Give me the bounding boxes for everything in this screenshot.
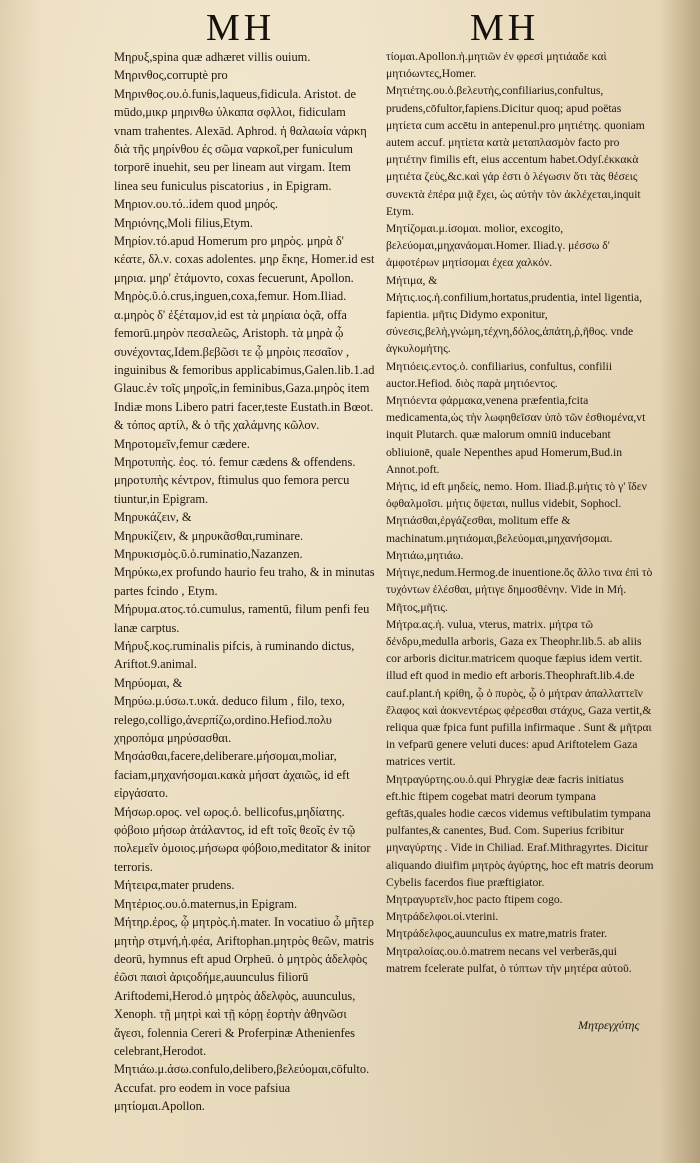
dictionary-entry: Μηρύομαι, & bbox=[114, 675, 183, 690]
dictionary-entry: Μηροτυπὴς. ἐος. τό. femur cædens & offendens. μηροτυπὴς κέντρον, ftimulus quo femora percu tiuntur,in Epigram. bbox=[114, 454, 356, 506]
dictionary-entry: Μητίζομαι.μ.ίσομαι. molior, excogito, βελεύομαι,μηχανάομαι.Homer. Iliad.γ. μέσσω δ' ἀμφοτέρων μητίσομαι ἐχεα χαλκόν. bbox=[386, 222, 610, 270]
dictionary-entry: Μητιόεις.εντος.ὁ. confiliarius, confultus, confilii auctor.Hefiod. διὸς παρὰ μητιόεντος. bbox=[386, 359, 613, 390]
dictionary-entry: Μητιάω,μητιάω. bbox=[386, 548, 464, 562]
dictionary-entry: Μητέριος.ου.ὁ.maternus,in Epigram. bbox=[114, 896, 298, 911]
dictionary-entry: Μηρύκω,ex profundo haurio feu traho, & in minutas partes fcindo , Etym. bbox=[114, 565, 375, 598]
dictionary-entry: τίομαι.Apollon.ἡ.μητιῶν ἐν φρεσὶ μητιάαδε καὶ μητιόωντες,Homer. bbox=[386, 50, 607, 81]
dictionary-entry: Μῆτος,μῆτις. bbox=[386, 600, 448, 614]
dictionary-entry: Μησάσθαι,facere,deliberare.μήσομαι,moliar, faciam,μηχανήσομαι.κακὰ μήσατ ἀχαιῶς, id eft εἰργάσατο. bbox=[114, 749, 350, 801]
dictionary-entry: Μητιέτης.ου.ὁ.βελευτὴς,confiliarius,confultus, prudens,cōfultor,fapiens.Dicitur quoq; apud poëtas μητίετα cum accētu in antepenul.pro μητιέτης. quoniam autem accuf. μητίετα κατὰ μεταπλασμὸν facto pro μητιέτην fimilis eft, eius accentum habet.Odyſ.ἐκκακὰ μητιέτα ζεὺς,&c.καὶ γάρ ἐστι ὁ λέγωσιν ὅτι τὰς θέσεις συνεκτὰ ἐπέρα μιᾷ ἔχει, ὡς αὐτὴν τὸν ἀκλέχεται,inquit Etym. bbox=[386, 84, 645, 218]
dictionary-entry: Μηριον.ου.τό..idem quod μηρός. bbox=[114, 197, 278, 212]
dictionary-entry: Μητραγυρτεῖν,hoc pacto ftipem cogo. bbox=[386, 892, 563, 906]
dictionary-entry: Μηρινθος,corruptè pro bbox=[114, 68, 228, 83]
dictionary-entry: Μήσωρ.ορος. vel ωρος.ὁ. bellicofus,μηδίατης. φόβοιο μήσωρ ἀτάλαντος, id eft τοῖς θεοῖς ἐν τῷ πολεμεῖν ὁμοιος.μήσωρα φόβοιο,meditator & initor terroris. bbox=[114, 804, 371, 874]
dictionary-entry: Μηροτομεῖν,femur cædere. bbox=[114, 436, 250, 451]
running-head-left: MH bbox=[206, 7, 276, 49]
dictionary-entry: Μηρυκισμὸς.ῦ.ὁ.ruminatio,Nazanzen. bbox=[114, 546, 303, 561]
dictionary-entry: Μήτειρα,mater prudens. bbox=[114, 878, 235, 893]
dictionary-entry: Μηρίον.τό.apud Homerum pro μηρὸς. μηρὰ δ' κέατε, δλ.ν. coxas adolentes. μηρ ἔκηε, Homer.id est μηρια. μηρ' ἐτάμοντο, coxas fecuerunt, Apollon. bbox=[114, 234, 375, 285]
dictionary-entry: Μηριόνης,Moli filius,Etym. bbox=[114, 215, 254, 230]
dictionary-entry: Μηρυξ,spina quæ adhæret villis ouium. bbox=[114, 50, 311, 64]
dictionary-entry: Μηρυκίζειν, & μηρυκᾶσθαι,ruminare. bbox=[114, 528, 304, 543]
running-head-right: MH bbox=[470, 7, 540, 49]
dictionary-entry: Μηρύω.μ.ύσω.τ.υκά. deduco filum , filo, texo, relego,colligo,ἀνερπίζω,ordino.Hefiod.πολυ χηροπόμα μηρύσασθαι. bbox=[114, 694, 345, 746]
dictionary-entry: Μήτιμα, & bbox=[386, 273, 438, 287]
dictionary-entry: Μητράδελφοι.οἱ.vterini. bbox=[386, 910, 499, 924]
catchword: Μητρεγχύτης bbox=[578, 1018, 640, 1032]
gutter-shadow bbox=[660, 0, 700, 1163]
dictionary-entry: Μητράδελφος,auunculus ex matre,matris frater. bbox=[386, 927, 608, 941]
dictionary-entry: Μητραγύρτης.ου.ὁ.qui Phrygiæ deæ facris initiatus eft.hic ftipem cogebat matri deorum tympana geftās,quales hodie cæcos videmus veftibulatim tympana pulfantes,& canentes, Bud. Com. Superius fcribitur μηναγύρτης . Vide in Chiliad. Eraf.Mithragyrtes. Dicitur aliquando diuifim μητρὸς ἀγύρτης, hoc eft matris deorum Cybelis facerdos fiue præftigiator. bbox=[386, 772, 654, 889]
dictionary-entry: Μητιόεντα φάρμακα,venena præfentia,fcita medicamenta,ὡς τὴν λωφηθεῖσαν ὑπὸ τῶν ἐσθιομένα,vt inquit Plutarch. quæ malorum omniū inducebant obliuionē, quale Nepenthes apud Homerum,Bud.in Annot.poft. bbox=[386, 394, 646, 476]
dictionary-entry: Μήτρα.ας.ἡ. vulua, vterus, matrix. μήτρα τῶ δένδρυ,medulla arboris, Gaza ex Theophr.lib.5. ab aliis cor arboris dicitur.matricem quoque fæpius idem vertit. illud eft quod in medio eft arboris.Theophraft.lib.4.de cauf.plant.ἡ κρίθη, ᾧ ὁ πυρὸς, ᾧ ὁ μήτραν ἀπαλλαττεῖν ἔλαφος καὶ ἀοκνεντέρως φέρεσθαι στάχυς, Gaza vertit,& reliqua quæ fpica funt pufilla infirmaque . Sunt & μῆτραι in vefparū genere veluti duces: apud Ariftotelem Gaza matrices vertit. bbox=[386, 617, 652, 769]
dictionary-entry: Μήρυξ.κος.ruminalis pifcis, à ruminando dictus, Ariftot.9.animal. bbox=[114, 639, 355, 672]
dictionary-entry: Μήτιγε,nedum.Hermog.de inuentione.ὅς ἄλλο τινα ἐπὶ τὸ τυχόντων ἑλέσθαι, μήτιγε δημοσθένην. Vide in Μή. bbox=[386, 566, 653, 597]
left-column bbox=[114, 48, 376, 1116]
dictionary-entry: Μητιάω.μ.άσω.confulo,delibero,βελεύομαι,cōfulto.Accufat. pro eodem in voce pafsiua μητίομαι.Apollon. bbox=[114, 1062, 370, 1114]
dictionary-entry: Μήτις.ιος.ἡ.confilium,hortatus,prudentia, intel ligentia, fapientia. μῆτις Didymo exponitur, σύνεσις,βελὴ,γνώμη,τέχνη,δόλος,ἀπάτη,ῥ,ῆθος. vnde ἀγκυλομήτης. bbox=[386, 290, 642, 356]
dictionary-entry: Μητιάσθαι,ἐργάζεσθαι, molitum effe & machinatum.μητιάομαι,βελεύομαι,μηχανήσομαι. bbox=[386, 514, 613, 545]
dictionary-entry: Μητραλοίας.ου.ὁ.matrem necans vel verberās,qui matrem fcelerate pulfat, ὁ τύπτων τὴν μητέρα αὐτοῦ. bbox=[386, 944, 632, 975]
dictionary-entry: Μήτις, id eft μηδείς, nemo. Hom. Iliad.β.μήτις τὸ γ' ἴδεν ὀφθαλμοῖσι. μήτις ὄψεται, nullus videbit, Sophocl. bbox=[386, 480, 647, 511]
dictionary-entry: Μήτηρ.ἐρος, ᾧ μητρὸς.ἡ.mater. In vocatiuo ὦ μῆτερ μητὴρ στμνή,ἡ.φέα, Ariftophan.μητρὸς θεῶν, matris deorū, hymnus eft apud Orpheū. ὁ μητρὸς ἀδελφὸς ἐῶσι παισὶ ἀριςοδήμε,auunculus filiorū Ariftodemi,Herod.ὁ μητρὸς ἀδελφὸς, auunculus, Xenoph. τῇ μητρὶ καὶ τῇ κόρῃ ἑορτὴν ἀθηνῶσι ἄγεσι, folennia Cereri & Proferpinæ Athenienfes celebrant,Herodot. bbox=[114, 915, 374, 1058]
dictionary-entry: Μηρὸς.ῦ.ὁ.crus,inguen,coxa,femur. Hom.Iliad. α.μηρὸς δ' ἐξέταμον,id est τὰ μηρίαια ὀςᾶ, offa femorū.μηρὸν πεσαλεῶς, Aristoph. τὰ μηρὰ ᾧ συνέχοντας,Idem.βεβῶσι τε ᾧ μηρὸις πεσαῖον , inguinibus & femoribus applicabimus,Galen.lib.1.ad Glauc.ἐν τοῖς μηροῖς,in feminibus,Gaza.μηρὸς item Indiæ mons Libero patri facer,teste Eustath.in Bœot. & τόπος αρτίλ, & ὁ τῆς χαλάμνης κῶλον. bbox=[114, 289, 375, 433]
right-column bbox=[386, 48, 654, 977]
dictionary-entry: Μηρινθος.ου.ὁ.funis,laqueus,fidicula. Aristot. de mūdo,μικρ μηρινθω ὑλκαπα σφλλοι, fidiculam vnam trahentes. Alexād. Aphrod. ἡ θαλαωία νάρκη διὰ τῆς μηρίνθου ἐς σῶμα ναρκοῖ,per funiculum torporē inuehit, seu per lineam aut virgam. Item linea seu funiculus piscatorius , in Epigram. bbox=[114, 86, 367, 193]
dictionary-entry: Μηρυκάζειν, & bbox=[114, 510, 192, 525]
dictionary-entry: Μήρυμα.ατος.τό.cumulus, ramentū, filum penfi feu lanæ carptus. bbox=[114, 602, 370, 635]
